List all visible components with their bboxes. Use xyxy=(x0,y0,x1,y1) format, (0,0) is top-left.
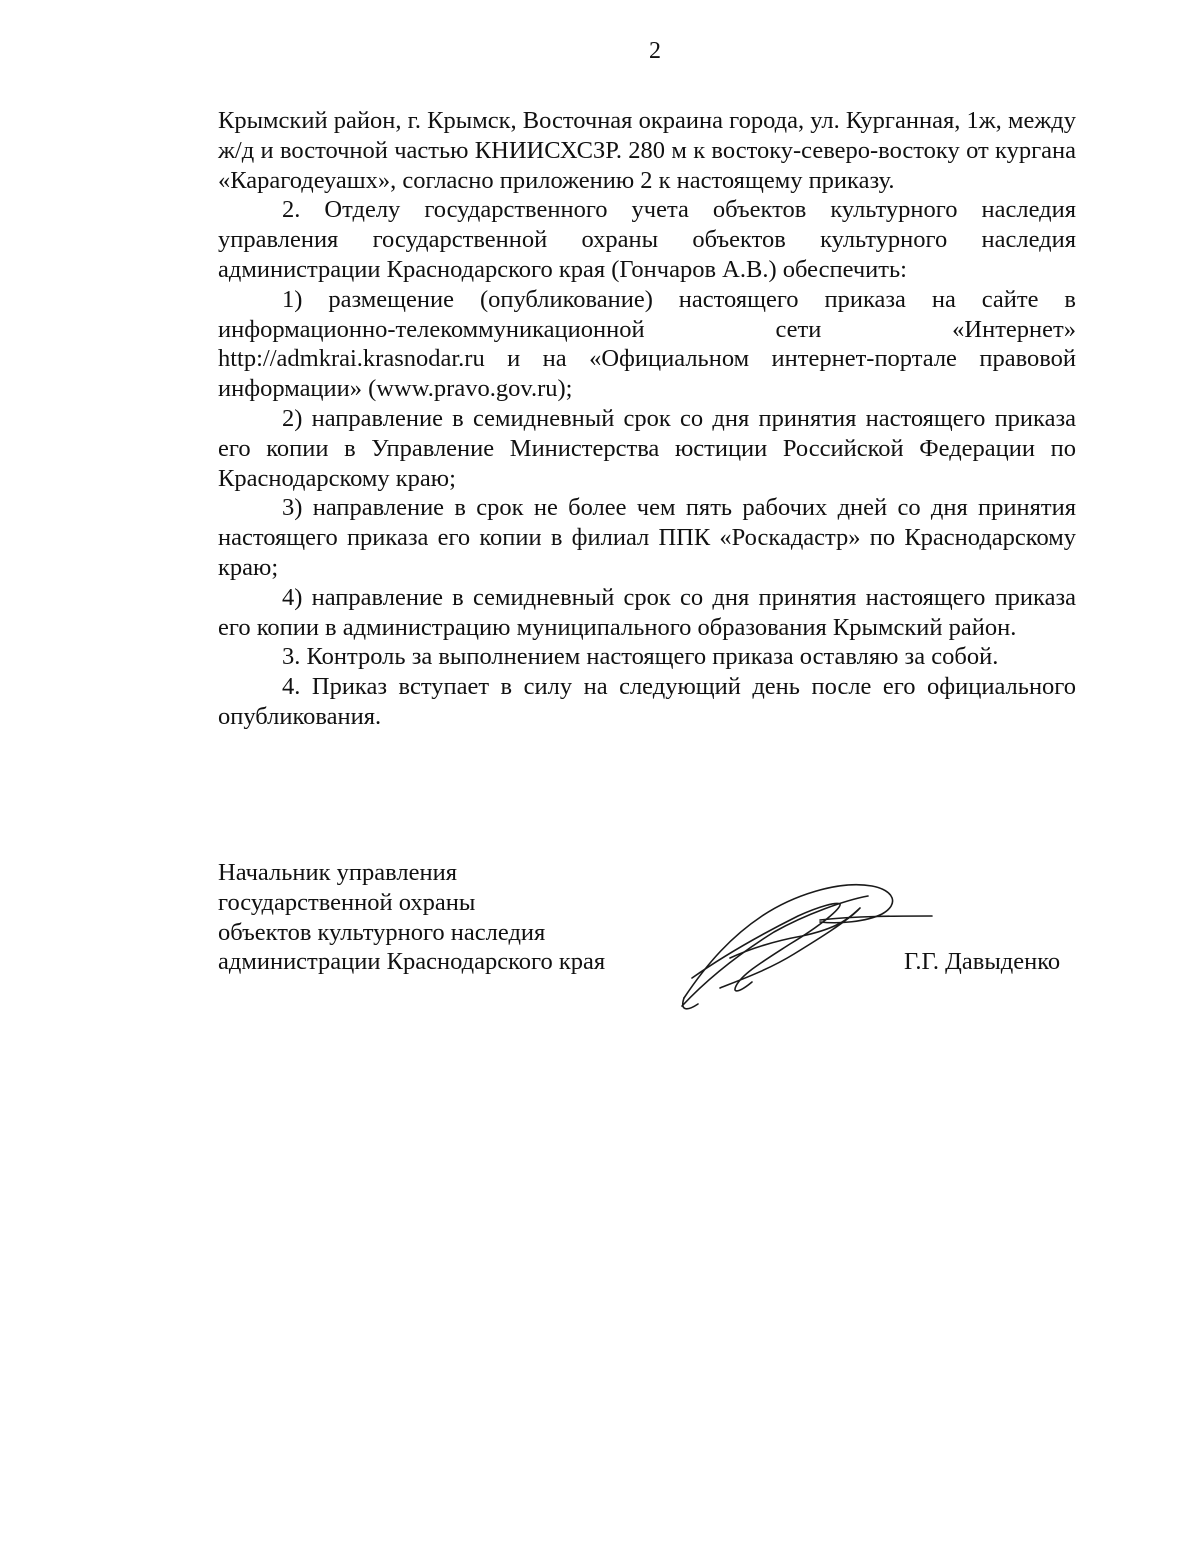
position-line: государственной охраны xyxy=(218,888,476,916)
paragraph-subitem-3: 3) направление в срок не более чем пять рабочих дней со дня принятия настоящего приказа его копии в филиал ППК «Роскадастр» по Краснодарскому краю; xyxy=(218,494,1076,581)
page-number: 2 xyxy=(649,38,661,64)
paragraph-subitem-2: 2) направление в семидневный срок со дня принятия настоящего приказа его копии в Управление Министерства юстиции Российской Федерации по Краснодарскому краю; xyxy=(218,404,1076,492)
position-line: объектов культурного наследия xyxy=(218,918,546,946)
paragraph-location: Крымский район, г. Крымск, Восточная окраина города, ул. Курганная, 1ж, между ж/д и восточной частью КНИИСХСЗР. 280 м к востоку-северо-востоку от кургана «Карагодеуашх», согласно приложению 2 к настоящему приказу. xyxy=(218,107,1076,194)
handwritten-signature xyxy=(670,870,950,1020)
paragraph-item-3: 3. Контроль за выполнением настоящего приказа оставляю за собой. xyxy=(282,643,999,671)
paragraph-item-4: 4. Приказ вступает в силу на следующий день после его официального опубликования. xyxy=(218,673,1076,730)
position-line: Начальник управления xyxy=(218,859,457,886)
signatory-position xyxy=(218,858,605,977)
signatory-name: Г.Г. Давыденко xyxy=(904,948,1061,975)
paragraph-subitem-4: 4) направление в семидневный срок со дня принятия настоящего приказа его копии в администрацию муниципального образования Крымский район. xyxy=(218,583,1076,641)
paragraph-subitem-1: 1) размещение (опубликование) настоящего приказа на сайте в информационно-телекоммуникационной сети «Интернет» http://admkrai.krasnodar.ru и на «Официальном интернет-портале правовой информации» (www.pravo.gov.ru); xyxy=(218,285,1076,403)
document-body xyxy=(218,106,1076,732)
paragraph-item-2: 2. Отделу государственного учета объектов культурного наследия управления государственной охраны объектов культурного наследия администрации Краснодарского края (Гончаров А.В.) обеспечить: xyxy=(218,196,1076,283)
position-line: администрации Краснодарского края xyxy=(218,948,606,976)
